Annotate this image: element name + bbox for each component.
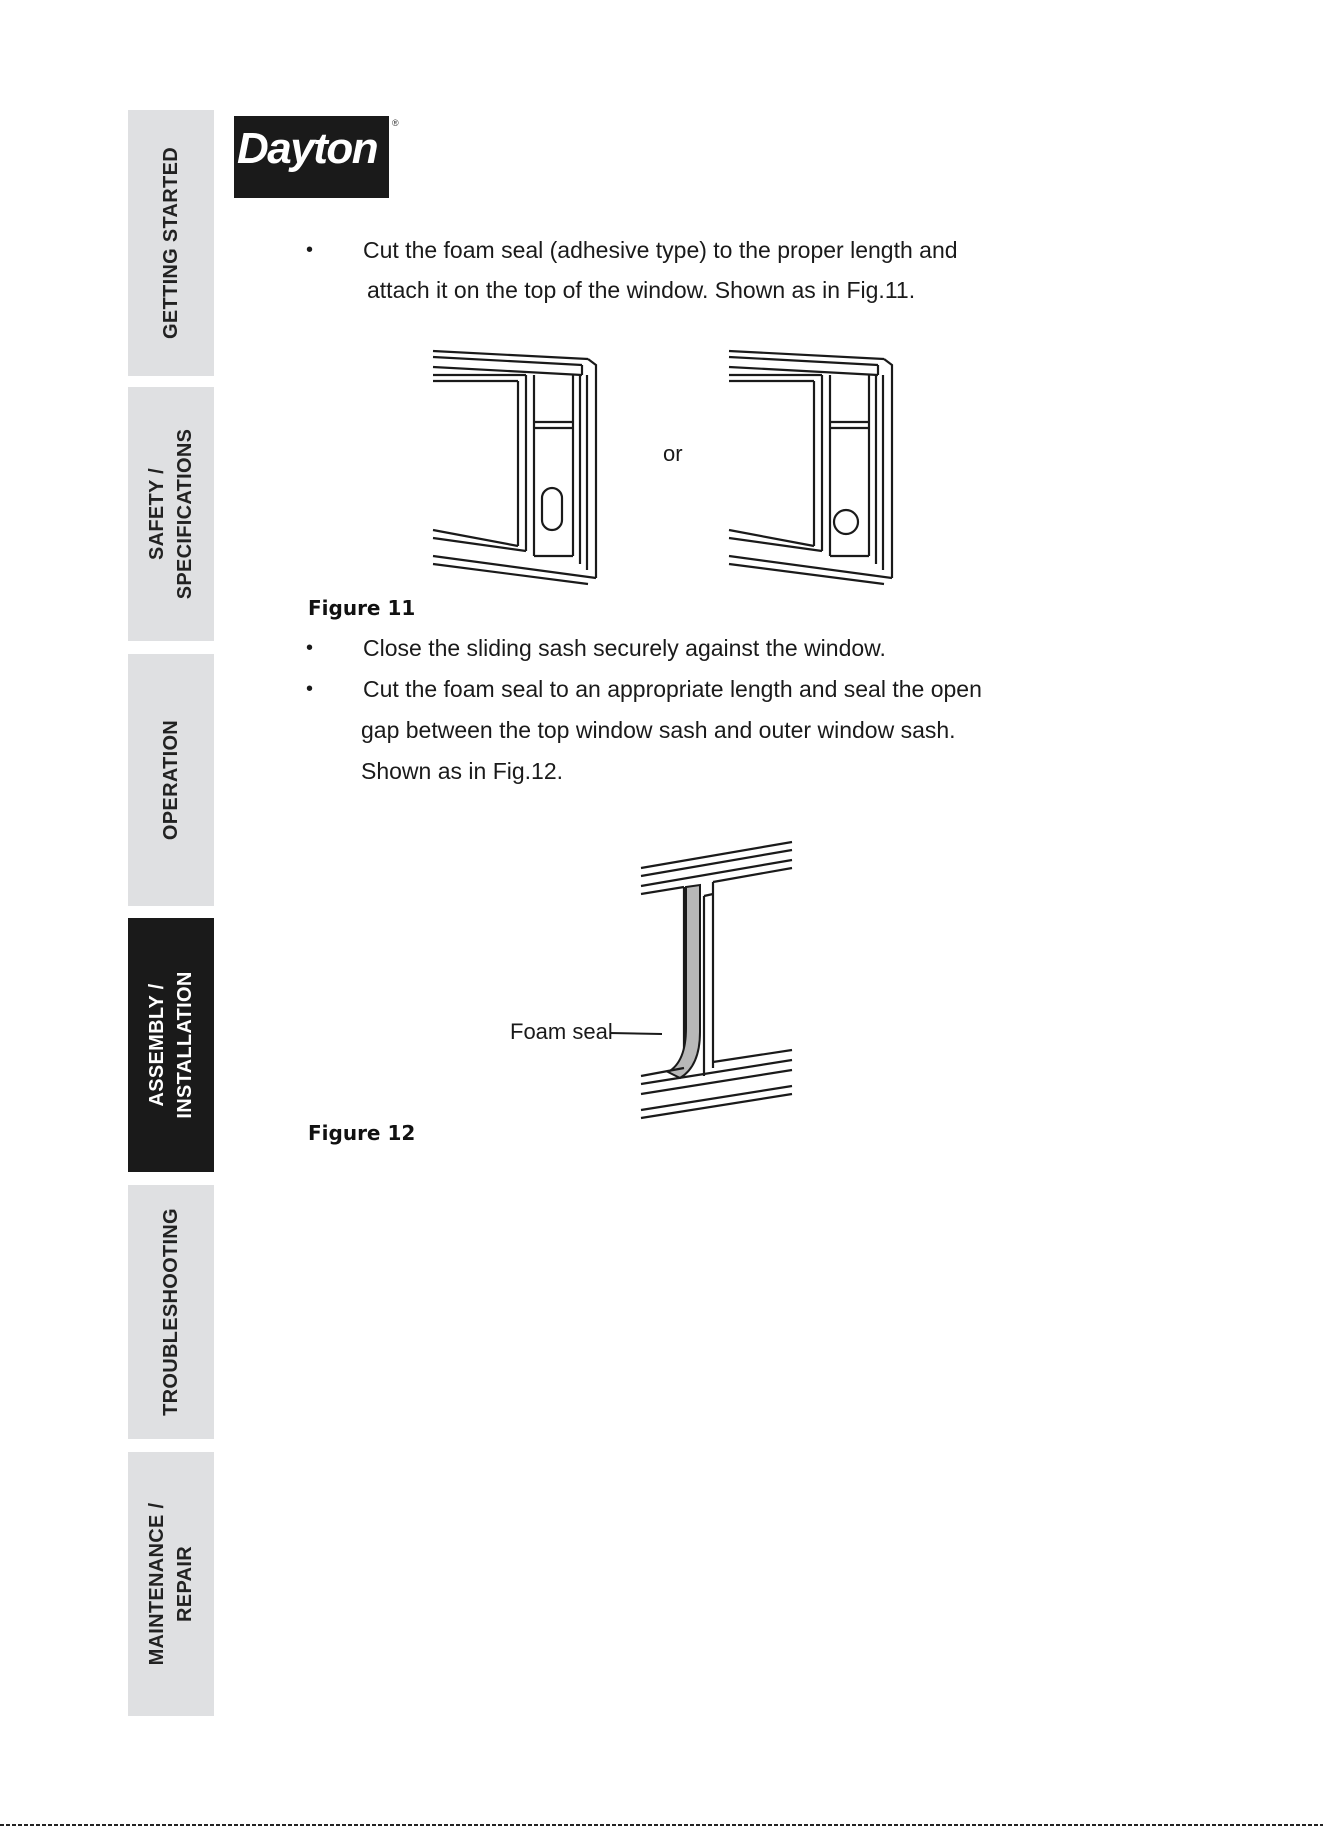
bullet: • <box>306 637 314 659</box>
figure-11-or: or <box>663 441 683 466</box>
instruction-line: Shown as in Fig.12. <box>361 758 564 784</box>
instruction-line: Close the sliding sash securely against the window. <box>363 635 886 661</box>
tab-label: TROUBLESHOOTING <box>160 1208 182 1416</box>
registered-mark: ® <box>392 118 399 128</box>
figure-11-window-left <box>430 348 600 580</box>
tab-assembly-installation[interactable] <box>128 918 214 1172</box>
tab-operation[interactable] <box>128 654 214 906</box>
tab-maintenance-repair[interactable] <box>128 1452 214 1716</box>
logo-text: Dayton <box>237 124 378 173</box>
bullet: • <box>306 239 314 261</box>
tab-safety-specifications[interactable] <box>128 387 214 641</box>
instruction-line: attach it on the top of the window. Shown as in Fig.11. <box>367 277 916 303</box>
instruction-line: Cut the foam seal (adhesive type) to the proper length and <box>363 237 958 263</box>
bullet: • <box>306 678 314 700</box>
tab-getting-started[interactable] <box>128 110 214 376</box>
figure-11-caption: Figure 11 <box>308 596 416 620</box>
tab-troubleshooting[interactable] <box>128 1185 214 1439</box>
tab-label: OPERATION <box>160 719 182 841</box>
tab-label: ASSEMBLY / INSTALLATION <box>146 971 196 1119</box>
foam-seal-label: Foam seal <box>510 1019 613 1044</box>
tab-label: SAFETY / SPECIFICATIONS <box>146 428 196 600</box>
figure-12-caption: Figure 12 <box>308 1121 416 1145</box>
dayton-logo <box>234 116 389 198</box>
instruction-line: Cut the foam seal to an appropriate length and seal the open <box>363 676 982 702</box>
instruction-line: gap between the top window sash and outer window sash. <box>361 717 956 743</box>
figure-11-window-right <box>726 348 896 580</box>
figure-12-foam-seal-diagram <box>640 840 800 1120</box>
tab-label: MAINTENANCE / REPAIR <box>146 1502 196 1666</box>
page-bottom-rule <box>0 1824 1323 1826</box>
tab-label: GETTING STARTED <box>160 147 182 339</box>
